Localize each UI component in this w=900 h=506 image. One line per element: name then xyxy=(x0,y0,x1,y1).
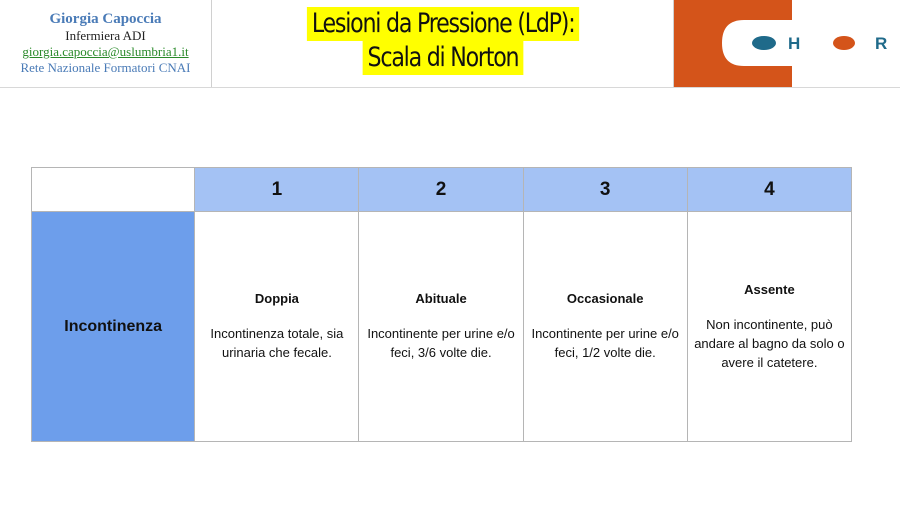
table-cell xyxy=(523,212,687,442)
table-cell xyxy=(359,212,523,442)
title-line-1: Lesioni da Pressione (LdP): xyxy=(307,7,579,41)
cell-description: Non incontinente, può andare al bagno da solo o avere il catetere. xyxy=(694,316,845,370)
cell-level: Doppia xyxy=(254,291,299,306)
author-network: Rete Nazionale Formatori CNAI xyxy=(20,60,191,75)
table-cell xyxy=(195,212,359,442)
chor-logo xyxy=(674,0,900,87)
title-line-2: Scala di Norton xyxy=(363,41,524,75)
table-header-row xyxy=(32,168,852,212)
column-header: 2 xyxy=(359,168,523,212)
slide-header xyxy=(0,0,900,88)
column-header: 3 xyxy=(523,168,687,212)
norton-scale-table xyxy=(31,167,852,442)
row-label: Incontinenza xyxy=(32,212,195,442)
cell-description: Incontinenza totale, sia urinaria che fecale. xyxy=(210,326,344,360)
author-name: Giorgia Capoccia xyxy=(49,11,162,27)
svg-text:R: R xyxy=(875,34,888,53)
logo-graphic xyxy=(674,0,900,87)
header-corner-cell xyxy=(32,168,195,212)
author-box xyxy=(0,0,212,87)
cell-description: Incontinente per urine e/o feci, 3/6 volte die. xyxy=(367,326,515,360)
table-row xyxy=(32,212,852,442)
cell-description: Incontinente per urine e/o feci, 1/2 volte die. xyxy=(531,326,679,360)
slide-title xyxy=(213,0,674,87)
svg-text:H: H xyxy=(788,34,811,53)
cell-level: Abituale xyxy=(415,291,467,306)
column-header: 1 xyxy=(195,168,359,212)
column-header: 4 xyxy=(687,168,851,212)
cell-level: Occasionale xyxy=(566,291,644,306)
table-cell xyxy=(687,212,851,442)
author-role: Infermiera ADI xyxy=(65,28,146,43)
author-email-link[interactable]: giorgia.capoccia@uslumbria1.it xyxy=(22,44,189,59)
cell-level: Assente xyxy=(744,281,795,297)
